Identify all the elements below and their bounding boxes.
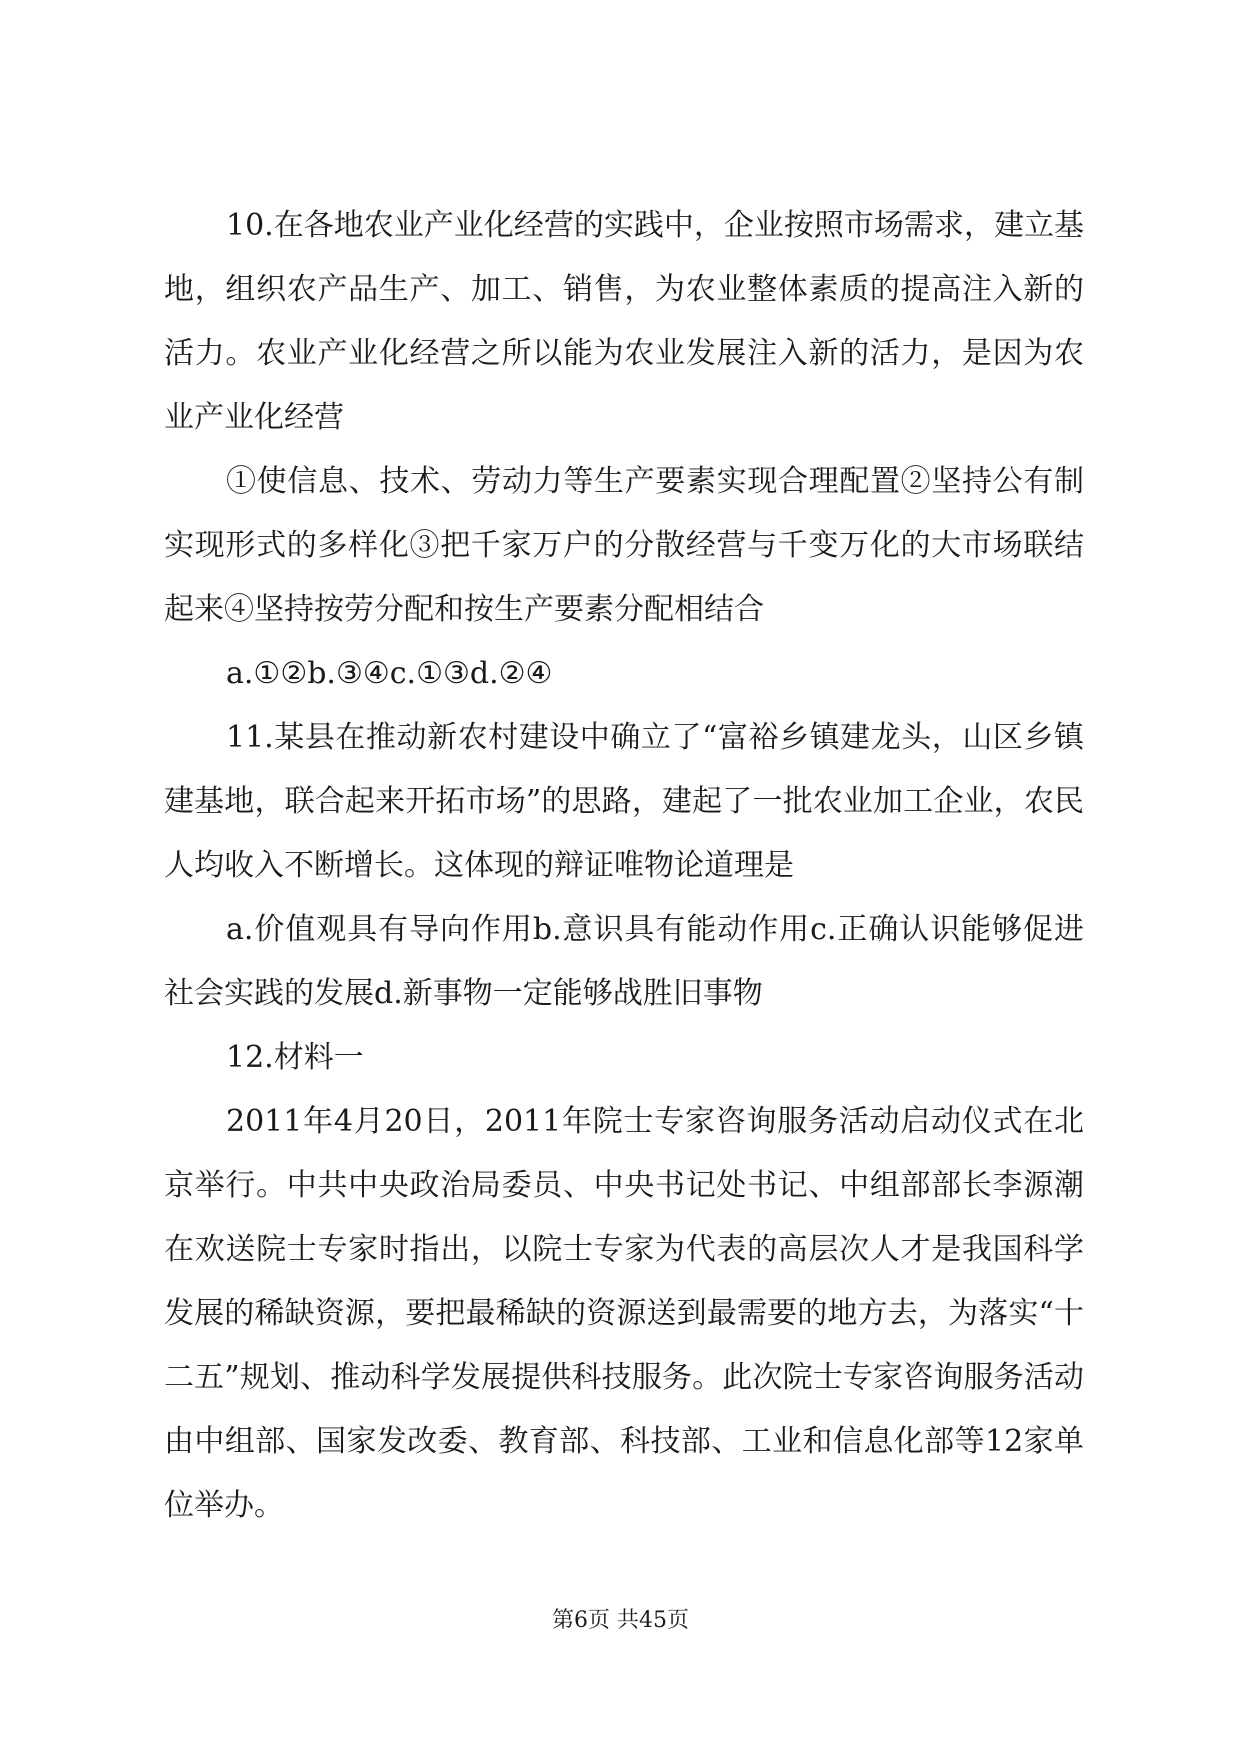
page-footer: 第6页 共45页 xyxy=(552,1608,689,1633)
question-10-options: a.①②b.③④c.①③d.②④ xyxy=(226,656,553,691)
question-10-text: 10.在各地农业产业化经营的实践中，企业按照市场需求，建立基地，组织农产品生产、加工、销售，为农业整体素质的提高注入新的活力。农业产业化经营之所以能为农业发展注入新的活力，是因为农业产业化经营 xyxy=(164,208,1084,435)
question-12-heading: 12.材料一 xyxy=(226,1040,364,1075)
question-10-statements: ①使信息、技术、劳动力等生产要素实现合理配置②坚持公有制实现形式的多样化③把千家万户的分散经营与千变万化的大市场联结起来④坚持按劳分配和按生产要素分配相结合 xyxy=(164,464,1084,627)
material-one-text: 2011年4月20日，2011年院士专家咨询服务活动启动仪式在北京举行。中共中央政治局委员、中央书记处书记、中组部部长李源潮在欢送院士专家时指出，以院士专家为代表的高层次人才是我国科学发展的稀缺资源，要把最稀缺的资源送到最需要的地方去，为落实“十二五”规划、推动科学发展提供科技服务。此次院士专家咨询服务活动由中组部、国家发改委、教育部、科技部、工业和信息化部等12家单位举办。 xyxy=(164,1104,1084,1523)
question-11-text: 11.某县在推动新农村建设中确立了“富裕乡镇建龙头，山区乡镇建基地，联合起来开拓市场”的思路，建起了一批农业加工企业，农民人均收入不断增长。这体现的辩证唯物论道理是 xyxy=(164,720,1084,883)
document-body xyxy=(164,194,1084,1538)
question-11-options: a.价值观具有导向作用b.意识具有能动作用c.正确认识能够促进社会实践的发展d.新事物一定能够战胜旧事物 xyxy=(164,912,1084,1011)
